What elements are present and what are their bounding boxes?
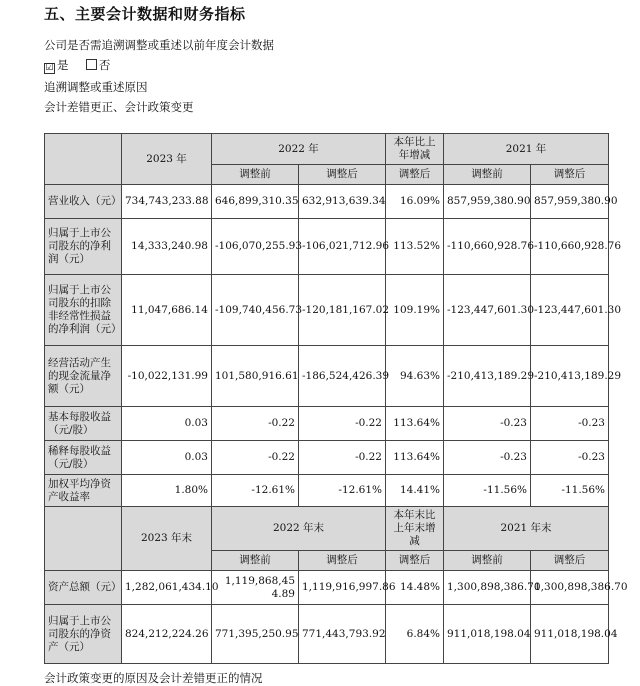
yes-checkbox: ☑ [45, 63, 54, 73]
section-title: 五、主要会计数据和财务指标 [44, 5, 246, 23]
cell-2022-after: -0.22 [299, 441, 386, 475]
header-2022-before: 调整前 [212, 165, 299, 185]
cell-2021-after: 857,959,380.90 [531, 185, 609, 219]
cell-2022-before: -0.22 [212, 441, 299, 475]
cell-2023: 1.80% [122, 475, 212, 507]
row-label: 归属于上市公司股东的净利润（元） [45, 219, 122, 275]
cell-2023: 0.03 [122, 407, 212, 441]
cell-2022-before: -109,740,456.73 [212, 275, 299, 346]
cell-2021-after: -210,413,189.29 [531, 346, 609, 407]
cell-2021-before: 857,959,380.90 [444, 185, 531, 219]
header-2021-end: 2021 年末 [444, 507, 609, 551]
header-2021-after: 调整后 [531, 165, 609, 185]
cell-2022-before: 646,899,310.35 [212, 185, 299, 219]
table-row [45, 571, 609, 605]
header-2022-after: 调整后 [299, 165, 386, 185]
table-row [45, 275, 609, 346]
header-2022-end-after: 调整后 [299, 551, 386, 571]
cell-change: 94.63% [386, 346, 444, 407]
header-change: 本年比上年增减 [386, 134, 444, 165]
cell-2023: 11,047,686.14 [122, 275, 212, 346]
table-row [45, 185, 609, 219]
cell-2021-after: -123,447,601.30 [531, 275, 609, 346]
cell-2021-after: -0.23 [531, 407, 609, 441]
cell-2021-before: -210,413,189.29 [444, 346, 531, 407]
header-item-blank-2 [45, 507, 122, 571]
cell-change: 14.41% [386, 475, 444, 507]
cell-2022-after: 632,913,639.34 [299, 185, 386, 219]
header-2023-end: 2023 年末 [122, 507, 212, 571]
table-row [45, 346, 609, 407]
cell-2022-before: -12.61% [212, 475, 299, 507]
cell-change: 16.09% [386, 185, 444, 219]
cell-2023: 14,333,240.98 [122, 219, 212, 275]
table-row [45, 475, 609, 507]
table-row [45, 441, 609, 475]
cell-2021-after: -11.56% [531, 475, 609, 507]
row-label: 加权平均净资产收益率 [45, 475, 122, 507]
header-2022-end-before: 调整前 [212, 551, 299, 571]
cell-2021-after: 911,018,198.04 [531, 605, 609, 664]
cell-2023: 824,212,224.26 [122, 605, 212, 664]
no-label: 否 [98, 58, 111, 72]
header-2022-end: 2022 年末 [212, 507, 386, 551]
cell-2022-before: 1,119,868,454.89 [212, 571, 299, 605]
cell-2021-before: -0.23 [444, 407, 531, 441]
no-checkbox [86, 59, 97, 70]
header-change-end: 本年末比上年末增减 [386, 507, 444, 551]
cell-2021-before: 1,300,898,386.70 [444, 571, 531, 605]
cell-2021-before: 911,018,198.04 [444, 605, 531, 664]
reason-text: 会计差错更正、会计政策变更 [44, 100, 194, 114]
row-label: 营业收入（元） [45, 185, 122, 219]
cell-2022-after: -106,021,712.96 [299, 219, 386, 275]
cell-change: 6.84% [386, 605, 444, 664]
table-row [45, 407, 609, 441]
cell-2022-after: -120,181,167.02 [299, 275, 386, 346]
bottom-cutoff-text: 会计政策变更的原因及会计差错更正的情况 [44, 671, 263, 685]
cell-2021-after: 1,300,898,386.70 [531, 571, 609, 605]
row-label: 稀释每股收益（元/股） [45, 441, 122, 475]
financial-data-table [44, 133, 628, 664]
row-label: 基本每股收益（元/股） [45, 407, 122, 441]
cell-2022-before: 771,395,250.95 [212, 605, 299, 664]
cell-2022-after: -0.22 [299, 407, 386, 441]
header-2023: 2023 年 [122, 134, 212, 185]
cell-2023: 0.03 [122, 441, 212, 475]
row-label: 经营活动产生的现金流量净额（元） [45, 346, 122, 407]
cell-2023: 1,282,061,434.10 [122, 571, 212, 605]
restatement-question: 公司是否需追溯调整或重述以前年度会计数据 [44, 38, 274, 52]
row-label: 归属于上市公司股东的净资产（元） [45, 605, 122, 664]
cell-2022-after: 771,443,793.92 [299, 605, 386, 664]
cell-change: 109.19% [386, 275, 444, 346]
row-label: 资产总额（元） [45, 571, 122, 605]
cell-2022-before: -106,070,255.93 [212, 219, 299, 275]
cell-2021-after: -110,660,928.76 [531, 219, 609, 275]
yes-no-options [44, 57, 110, 74]
header-change-end-after: 调整后 [386, 551, 444, 571]
cell-2023: -10,022,131.99 [122, 346, 212, 407]
header-item-blank [45, 134, 122, 185]
cell-2021-before: -123,447,601.30 [444, 275, 531, 346]
cell-2022-after: -12.61% [299, 475, 386, 507]
row-label: 归属于上市公司股东的扣除非经常性损益的净利润（元） [45, 275, 122, 346]
header-change-after: 调整后 [386, 165, 444, 185]
cell-2023: 734,743,233.88 [122, 185, 212, 219]
header-2021-end-before: 调整前 [444, 551, 531, 571]
cell-change: 113.64% [386, 441, 444, 475]
cell-change: 113.52% [386, 219, 444, 275]
cell-2021-before: -11.56% [444, 475, 531, 507]
cell-change: 14.48% [386, 571, 444, 605]
header-2022: 2022 年 [212, 134, 386, 165]
cell-2021-before: -110,660,928.76 [444, 219, 531, 275]
header-2021-before: 调整前 [444, 165, 531, 185]
yes-label: 是 [57, 58, 69, 72]
table-row [45, 219, 609, 275]
cell-2022-before: 101,580,916.61 [212, 346, 299, 407]
cell-change: 113.64% [386, 407, 444, 441]
cell-2021-after: -0.23 [531, 441, 609, 475]
cell-2022-after: 1,119,916,997.86 [299, 571, 386, 605]
cell-2021-before: -0.23 [444, 441, 531, 475]
header-2021-end-after: 调整后 [531, 551, 609, 571]
header-2021: 2021 年 [444, 134, 609, 165]
cell-2022-before: -0.22 [212, 407, 299, 441]
reason-title: 追溯调整或重述原因 [44, 80, 148, 94]
cell-2022-after: -186,524,426.39 [299, 346, 386, 407]
table-row [45, 605, 609, 664]
